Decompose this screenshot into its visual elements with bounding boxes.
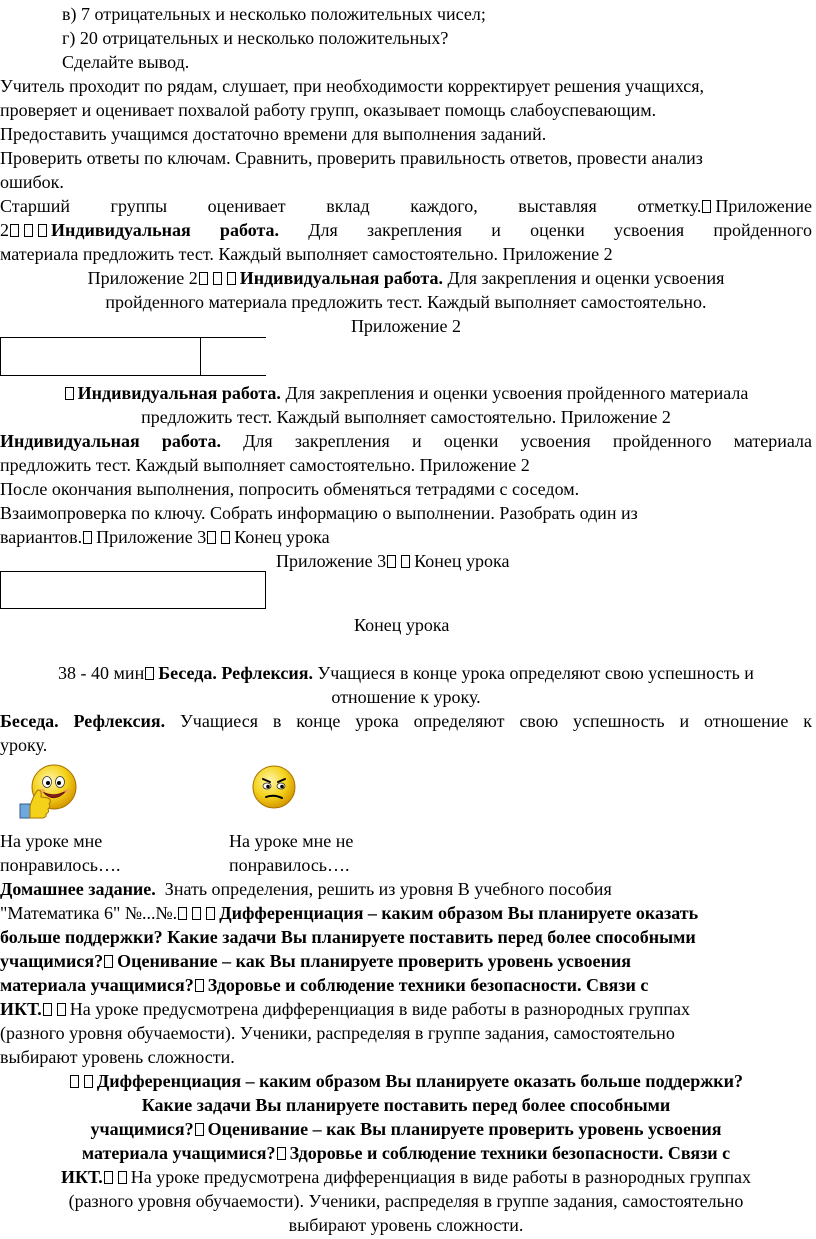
homework-line-2: "Математика 6" №...№. Дифференциация – каким образом Вы планируете оказать (0, 903, 699, 923)
glyph-box-icon (178, 907, 187, 920)
liked-caption-line-2: понравилось…. (0, 855, 121, 875)
disliked-caption-line-2: понравилось…. (229, 855, 350, 875)
conclusion-prompt: Сделайте вывод. (62, 52, 190, 72)
teacher-line-1: Учитель проходит по рядам, слушает, при необходимости корректирует решения учащихся, (0, 76, 705, 96)
differentiation-centered-7: выбирают уровень сложности. (288, 1215, 524, 1235)
exchange-line: После окончания выполнения, попросить обменяться тетрадями с соседом. (0, 479, 580, 499)
liked-caption-line-1: На уроке мне (0, 831, 103, 851)
glyph-box-icon (118, 1171, 127, 1184)
glyph-box-icon (24, 224, 33, 237)
reflection-centered-1: 38 - 40 мин Беседа. Рефлексия. Учащиеся в конце урока определяют свою успешность и (58, 663, 754, 683)
differentiation-centered-6: (разного уровня обучаемости). Ученики, распределяя в группе задания, самостоятельно (68, 1191, 744, 1211)
glyph-box-icon (70, 1075, 79, 1088)
glyph-box-icon (207, 531, 216, 544)
individual-work-line-2: материала предложить тест. Каждый выполняет самостоятельно. Приложение 2 (0, 244, 613, 264)
glyph-box-icon (38, 224, 47, 237)
individual-work-centered-2: предложить тест. Каждый выполняет самостоятельно. Приложение 2 (141, 407, 671, 427)
homework-line-1: Домашнее задание. Знать определения, решить из уровня В учебного пособия (0, 879, 612, 899)
glyph-box-icon (57, 1003, 66, 1016)
end-of-lesson-heading: Конец урока (354, 615, 450, 635)
glyph-box-icon (10, 224, 19, 237)
glyph-box-icon (213, 272, 222, 285)
individual-work-justified-1: Индивидуальная работа. Для закрепления и оценки усвоения пройденного материала (0, 431, 812, 451)
glyph-box-icon (65, 387, 74, 400)
differentiation-line-3: материала учащимися? Здоровье и соблюдение техники безопасности. Связи с (0, 975, 649, 995)
glyph-box-icon (43, 1003, 52, 1016)
table-rule-bottom (200, 375, 266, 376)
differentiation-line-1: больше поддержки? Какие задачи Вы планируете поставить перед более способными (0, 927, 696, 947)
check-line-1: Проверить ответы по ключам. Сравнить, проверить правильность ответов, провести анализ (0, 148, 703, 168)
differentiation-centered-2: Какие задачи Вы планируете поставить перед более способными (141, 1095, 671, 1115)
check-line-2: ошибок. (0, 172, 64, 192)
individual-work-line: 2 Индивидуальная работа. Для закрепления и оценки усвоения пройденного (0, 220, 812, 240)
teacher-line-2: проверяет и оценивает похвалой работу групп, оказывает помощь слабоуспевающим. (0, 100, 657, 120)
reflection-centered-2: отношение к уроку. (331, 687, 481, 707)
skeptical-smiley-icon (250, 763, 298, 811)
glyph-box-icon (145, 667, 154, 680)
appendix-3-line: Приложение 3 Конец урока (276, 551, 510, 571)
glyph-box-icon (104, 955, 113, 968)
differentiation-line-6: выбирают уровень сложности. (0, 1047, 235, 1067)
glyph-box-icon (277, 1147, 286, 1160)
reflection-justified-1: Беседа. Рефлексия. Учащиеся в конце урока определяют свою успешность и отношение к (0, 711, 812, 731)
empty-table-cell-2 (0, 571, 266, 609)
variants-line: вариантов. Приложение 3 Конец урока (0, 527, 330, 547)
glyph-box-icon (387, 555, 396, 568)
differentiation-line-4: ИКТ. На уроке предусмотрена дифференциация в виде работы в разнородных группах (0, 999, 690, 1019)
appendix-2-block-line-2: пройденного материала предложить тест. Каждый выполняет самостоятельно. (105, 292, 707, 312)
differentiation-centered-4: материала учащимися? Здоровье и соблюдение техники безопасности. Связи с (81, 1143, 731, 1163)
glyph-box-icon (227, 272, 236, 285)
glyph-box-icon (206, 907, 215, 920)
glyph-box-icon (702, 200, 711, 213)
thumbs-up-smiley-icon (14, 760, 84, 822)
list-item-g: г) 20 отрицательных и несколько положительных? (62, 28, 449, 48)
glyph-box-icon (195, 1123, 204, 1136)
glyph-box-icon (199, 272, 208, 285)
differentiation-line-5: (разного уровня обучаемости). Ученики, распределяя в группе задания, самостоятельно (0, 1023, 675, 1043)
differentiation-centered-5: ИКТ. На уроке предусмотрена дифференциация в виде работы в разнородных группах (61, 1167, 751, 1187)
glyph-box-icon (195, 979, 204, 992)
glyph-box-icon (192, 907, 201, 920)
glyph-box-icon (104, 1171, 113, 1184)
differentiation-centered-1: Дифференциация – каким образом Вы планируете оказать больше поддержки? (0, 1069, 812, 1093)
glyph-box-icon (221, 531, 230, 544)
group-leader-line: Старший группы оценивает вклад каждого, выставляя отметку. Приложение (0, 196, 812, 216)
reflection-justified-2: уроку. (0, 735, 48, 755)
differentiation-line-2: учащимися? Оценивание – как Вы планируете проверить уровень усвоения (0, 951, 631, 971)
disliked-caption-line-1: На уроке мне не (229, 831, 354, 851)
empty-table-cell (0, 337, 201, 376)
peer-check-line: Взаимопроверка по ключу. Собрать информацию о выполнении. Разобрать один из (0, 503, 638, 523)
glyph-box-icon (84, 1075, 93, 1088)
list-item-v: в) 7 отрицательных и несколько положительных чисел; (62, 4, 486, 24)
glyph-box-icon (83, 531, 92, 544)
individual-work-centered-1: Индивидуальная работа. Для закрепления и оценки усвоения пройденного материала (0, 381, 812, 405)
time-line: Предоставить учащимся достаточно времени для выполнения заданий. (0, 124, 547, 144)
appendix-2-block-line-3: Приложение 2 (350, 316, 462, 336)
appendix-2-block-line-1: Приложение 2 Индивидуальная работа. Для закрепления и оценки усвоения (87, 268, 725, 288)
glyph-box-icon (401, 555, 410, 568)
individual-work-justified-2: предложить тест. Каждый выполняет самостоятельно. Приложение 2 (0, 455, 530, 475)
differentiation-centered-3: учащимися? Оценивание – как Вы планируете проверить уровень усвоения (90, 1119, 722, 1139)
